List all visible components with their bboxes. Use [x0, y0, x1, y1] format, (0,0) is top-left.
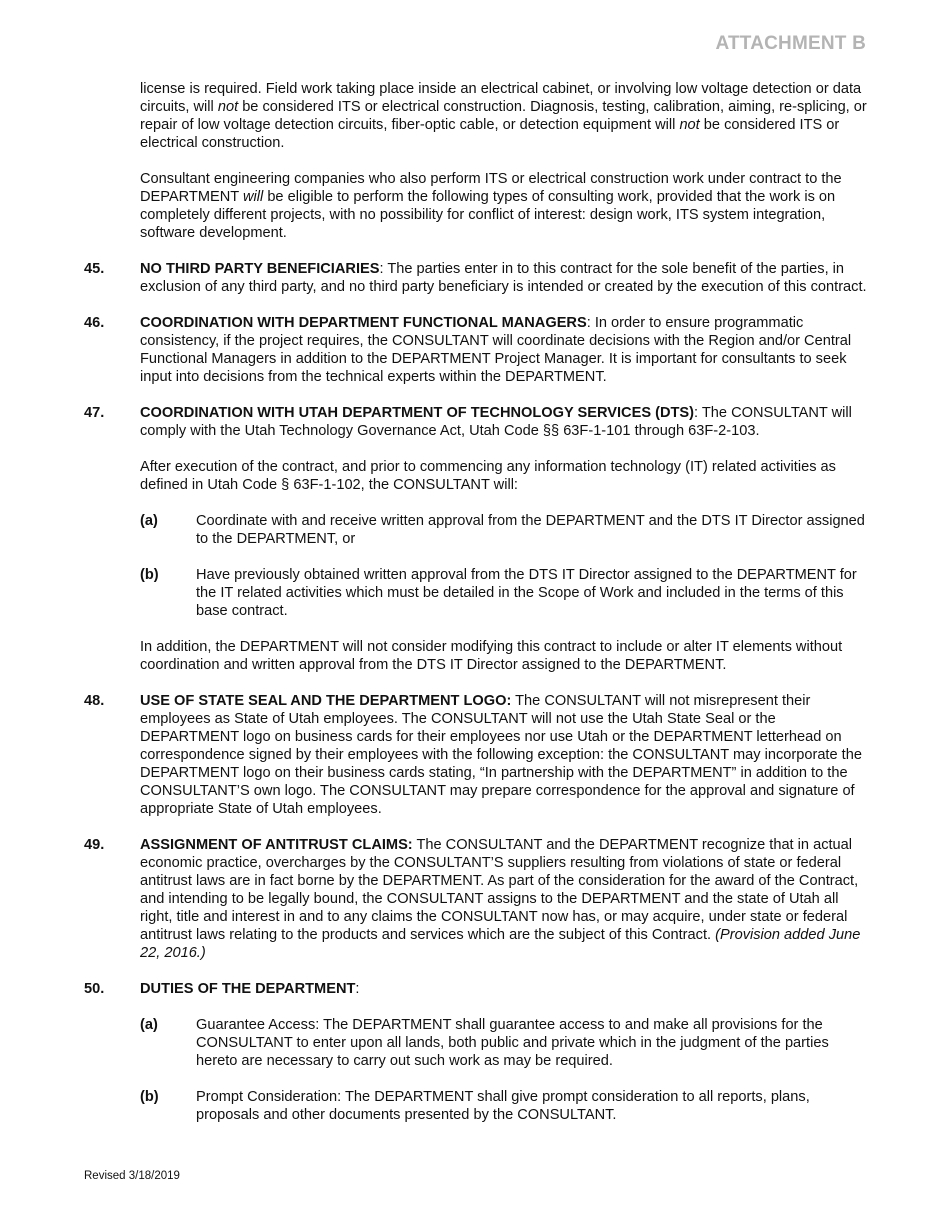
- section-number: 49.: [84, 837, 105, 853]
- section-number: 50.: [84, 981, 105, 997]
- section-49: [84, 836, 868, 962]
- provision-note: (Provision added June 22, 2016.): [140, 927, 861, 961]
- section-heading: DUTIES OF THE DEPARTMENT: [140, 981, 356, 997]
- section-47-paragraph-3: In addition, the DEPARTMENT will not consider modifying this contract to include or alter IT elements without coordination and written approval from the DTS IT Director assigned to the DEPARTMENT.: [140, 639, 843, 673]
- item-text: Guarantee Access: The DEPARTMENT shall guarantee access to and make all provisions for the CONSULTANT to enter upon all lands, both public and private which in the judgment of the parties hereto are necessary to carry out such work as may be required.: [196, 1017, 829, 1069]
- item-label: (b): [140, 567, 159, 583]
- section-50-item-b: [140, 1088, 868, 1124]
- section-47-paragraph-2: After execution of the contract, and prior to commencing any information technology (IT) related activities as defined in Utah Code § 63F-1-102, the CONSULTANT will:: [140, 459, 836, 493]
- section-45: [84, 260, 868, 296]
- item-label: (a): [140, 1017, 158, 1033]
- section-46: [84, 314, 868, 386]
- section-heading: COORDINATION WITH UTAH DEPARTMENT OF TECHNOLOGY SERVICES (DTS): [140, 405, 695, 421]
- section-heading: COORDINATION WITH DEPARTMENT FUNCTIONAL MANAGERS: [140, 315, 587, 331]
- item-label: (b): [140, 1089, 159, 1105]
- section-body: USE OF STATE SEAL AND THE DEPARTMENT LOGO: The CONSULTANT will not misrepresent their employees as State of Utah employees. The CONSULTANT will not use the Utah State Seal or the DEPARTMENT logo on business cards for their employees nor use Utah or the DEPARTMENT letterhead on correspondence signed by their employees with the following exception: the CONSULTANT may incorporate the DEPARTMENT logo on their business cards stating, “In partnership with the DEPARTMENT” in addition to the CONSULTANT’S own logo. The CONSULTANT may prepare correspondence for the approval and signature of appropriate State of Utah employees.: [140, 693, 862, 817]
- item-text: Have previously obtained written approval from the DTS IT Director assigned to the DEPARTMENT for the IT related activities which must be detailed in the Scope of Work and included in the terms of this base contract.: [196, 567, 857, 619]
- intro-paragraph-2: Consultant engineering companies who also perform ITS or electrical construction work under contract to the DEPARTMENT will be eligible to perform the following types of consulting work, provided that the work is on completely different projects, with no possibility for conflict of interest: design work, ITS system integration, software development.: [140, 171, 842, 241]
- section-47: [84, 404, 868, 440]
- section-body: NO THIRD PARTY BENEFICIARIES: The parties enter in to this contract for the sole benefit of the parties, in exclusion of any third party, and no third party beneficiary is intended or created by the execution of this contract.: [140, 261, 867, 295]
- section-number: 48.: [84, 693, 105, 709]
- section-48: [84, 692, 868, 818]
- section-heading: USE OF STATE SEAL AND THE DEPARTMENT LOGO:: [140, 693, 512, 709]
- section-number: 46.: [84, 315, 105, 331]
- section-heading: NO THIRD PARTY BENEFICIARIES: [140, 261, 380, 277]
- item-text: Prompt Consideration: The DEPARTMENT shall give prompt consideration to all reports, plans, proposals and other documents presented by the CONSULTANT.: [196, 1089, 810, 1123]
- section-50-item-a: [140, 1016, 868, 1070]
- section-body: DUTIES OF THE DEPARTMENT:: [140, 981, 360, 997]
- section-body: ASSIGNMENT OF ANTITRUST CLAIMS: The CONSULTANT and the DEPARTMENT recognize that in actual economic practice, overcharges by the CONSULTANT’S suppliers resulting from violations of state or federal antitrust laws are in fact borne by the DEPARTMENT. As part of the consideration for the award of the Contract, and intending to be legally bound, the CONSULTANT assigns to the DEPARTMENT and the state of Utah all right, title and interest in and to any claims the CONSULTANT now has, or may acquire, under state or federal antitrust laws relating to the products and services which are the subject of this Contract. (Provision added June 22, 2016.): [140, 837, 861, 961]
- section-heading: ASSIGNMENT OF ANTITRUST CLAIMS:: [140, 837, 413, 853]
- intro-paragraph-1: license is required. Field work taking place inside an electrical cabinet, or involving low voltage detection or data circuits, will not be considered ITS or electrical construction. Diagnosis, testing, calibration, aiming, re-splicing, or repair of low voltage detection circuits, fiber-optic cable, or detection equipment will not be considered ITS or electrical construction.: [140, 81, 867, 151]
- revision-footer: Revised 3/18/2019: [84, 1170, 180, 1182]
- section-47-item-b: [140, 566, 868, 620]
- section-number: 45.: [84, 261, 105, 277]
- section-body: COORDINATION WITH UTAH DEPARTMENT OF TECHNOLOGY SERVICES (DTS): The CONSULTANT will comply with the Utah Technology Governance Act, Utah Code §§ 63F-1-101 through 63F-2-103.: [140, 405, 852, 439]
- section-47-item-a: [140, 512, 868, 548]
- document-body: [84, 80, 868, 1142]
- section-50: [84, 980, 868, 998]
- section-number: 47.: [84, 405, 105, 421]
- item-text: Coordinate with and receive written approval from the DEPARTMENT and the DTS IT Director assigned to the DEPARTMENT, or: [196, 513, 865, 547]
- attachment-header: ATTACHMENT B: [715, 33, 866, 54]
- item-label: (a): [140, 513, 158, 529]
- section-body: COORDINATION WITH DEPARTMENT FUNCTIONAL MANAGERS: In order to ensure programmatic consistency, if the project requires, the CONSULTANT will coordinate decisions with the Region and/or Central Functional Managers in addition to the DEPARTMENT Project Manager. It is important for consultants to seek input into decisions from the technical experts within the DEPARTMENT.: [140, 315, 852, 385]
